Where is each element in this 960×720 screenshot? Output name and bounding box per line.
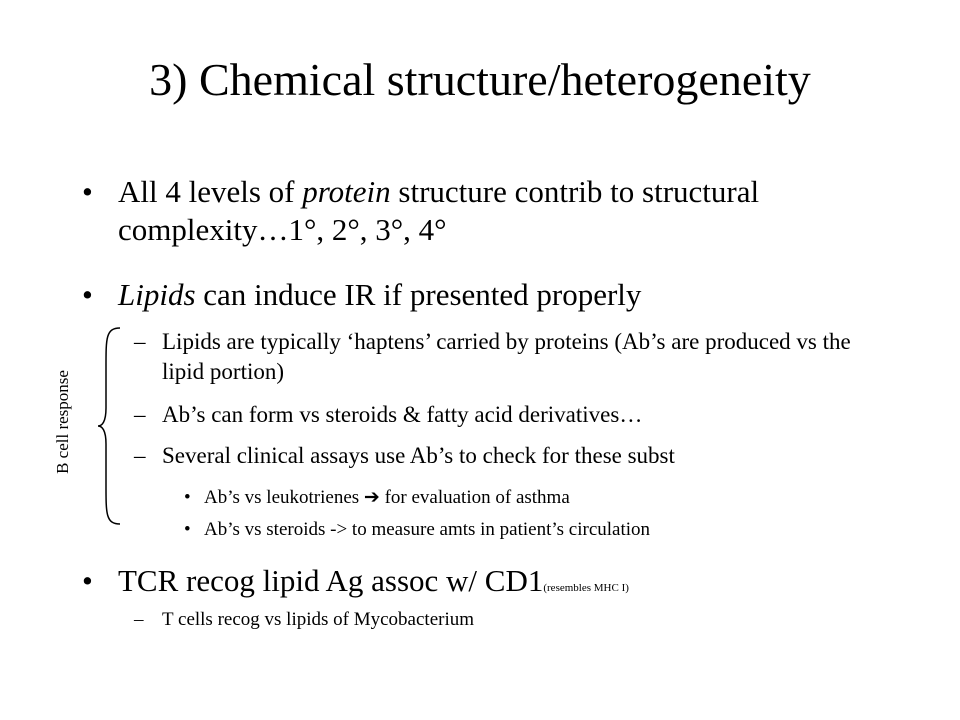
subsub-text-part: Ab’s vs leukotrienes	[204, 487, 364, 508]
subsub-bullet-leukotrienes	[184, 485, 570, 511]
subsub-text-part: for evaluation of asthma	[379, 487, 570, 508]
bullet-protein-structure	[82, 173, 902, 249]
sub-bullet-text: Several clinical assays use Ab’s to check for these subst	[162, 443, 675, 468]
dash-marker: –	[134, 609, 144, 630]
dot-marker: •	[184, 487, 191, 508]
b-cell-response-label: B cell response	[53, 370, 72, 474]
bullet-text	[82, 562, 902, 607]
slide-title: 3) Chemical structure/heterogeneity	[149, 54, 811, 105]
sub-bullet-text: Ab’s can form vs steroids & fatty acid derivatives…	[162, 402, 643, 427]
emphasis-lipids: Lipids	[118, 277, 196, 312]
bullet-lipids	[82, 276, 902, 314]
dot-marker: •	[184, 519, 191, 540]
subsub-bullet-text	[184, 485, 570, 511]
bullet-text-part: structure contrib to structural complexity…1°, 2°, 3°, 4°	[118, 174, 760, 247]
subsub-bullet-steroids-circulation	[184, 517, 650, 543]
bullet-text	[82, 276, 902, 314]
brace-path	[98, 328, 120, 524]
subsub-bullet-text: Ab’s vs steroids -> to measure amts in patient’s circulation	[204, 519, 651, 540]
curly-brace	[96, 326, 126, 526]
sub-bullet-text: Lipids are typically ‘haptens’ carried by proteins (Ab’s are produced vs the lipid portion)	[162, 329, 851, 384]
bullet-text	[82, 173, 902, 249]
bullet-marker: •	[82, 563, 93, 598]
dash-marker: –	[134, 443, 146, 468]
dash-marker: –	[134, 329, 146, 354]
dash-marker: –	[134, 402, 146, 427]
sub-bullet-clinical-assays	[134, 441, 874, 471]
sub-bullet-haptens	[134, 327, 874, 387]
bullet-marker: •	[82, 174, 93, 209]
sub-bullet-steroids	[134, 400, 874, 430]
bullet-text-part: can induce IR if presented properly	[195, 277, 642, 312]
emphasis-protein: protein	[302, 174, 391, 209]
bullet-marker: •	[82, 277, 93, 312]
mhc-note: (resembles MHC I)	[543, 582, 629, 594]
arrow-right-icon: ➔	[363, 487, 380, 508]
bullet-text-part: All 4 levels of	[118, 174, 303, 209]
bullet-text-part: TCR recog lipid Ag assoc w/ CD1	[118, 563, 544, 598]
sub-bullet-mycobacterium	[134, 607, 874, 633]
sub-bullet-text: T cells recog vs lipids of Mycobacterium	[162, 609, 475, 630]
bullet-tcr-cd1	[82, 562, 902, 607]
